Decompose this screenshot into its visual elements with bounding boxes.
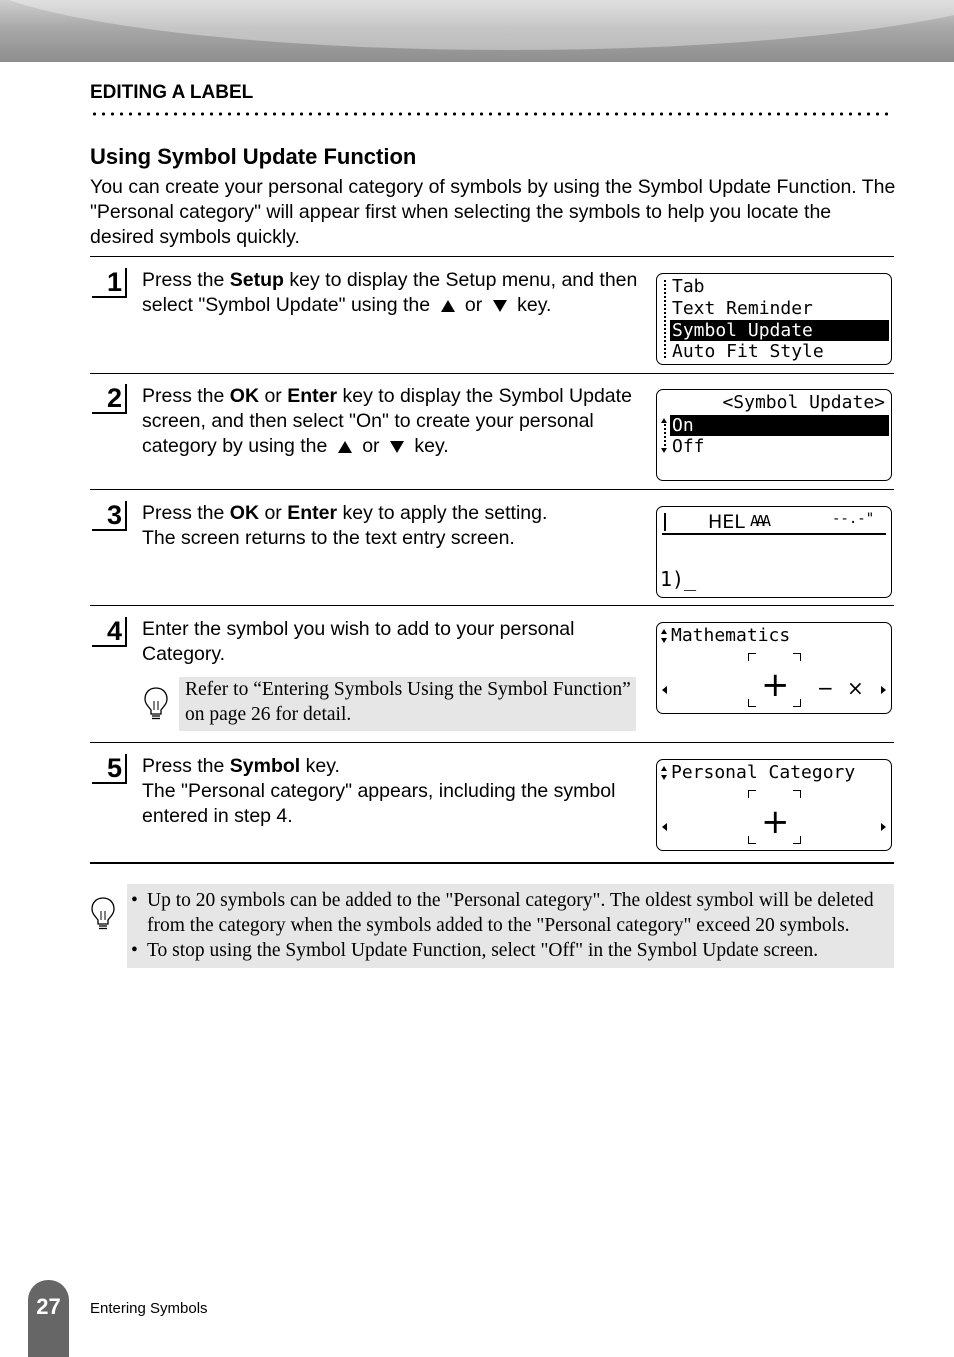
- step-text: Press the OK or Enter key to display the Symbol Update screen, and then select "On" to create your personal category by using the or key.: [142, 385, 632, 457]
- step-text: Press the OK or Enter key to apply the setting. The screen returns to the text entry screen.: [142, 502, 548, 549]
- divider: [90, 605, 894, 606]
- option-on-selected: On: [670, 415, 889, 436]
- up-arrow-icon: [661, 418, 667, 423]
- menu-item-selected: Symbol Update: [670, 320, 889, 341]
- status-bar: [662, 511, 886, 535]
- left-arrow-icon: [662, 686, 667, 694]
- right-arrow-icon: [881, 686, 886, 694]
- up-arrow-icon: [441, 300, 455, 312]
- font-indicator: HEL: [708, 511, 745, 533]
- tips-box: [127, 884, 894, 968]
- tip-item: • Up to 20 symbols can be added to the "Personal category". The oldest symbol will be deleted from the category when the symbols added to the "Personal category" exceed 20 symbols.: [131, 890, 874, 936]
- hint-note: Refer to “Entering Symbols Using the Symbol Function” on page 26 for detail.: [179, 677, 636, 731]
- chapter-title: Entering Symbols: [90, 1300, 208, 1317]
- divider: [90, 256, 894, 257]
- symbol-option: ×: [847, 676, 864, 700]
- left-arrow-icon: [662, 823, 667, 831]
- lcd-symbol-update: [656, 389, 892, 481]
- category-title: Mathematics: [671, 625, 791, 646]
- divider: [90, 373, 894, 374]
- scroll-indicator-icon: [664, 280, 666, 358]
- down-arrow-icon: [661, 448, 667, 453]
- up-arrow-icon: [661, 629, 667, 634]
- symbol-selected: +: [761, 802, 790, 842]
- step-number: 2: [92, 384, 127, 414]
- down-arrow-icon: [493, 300, 507, 312]
- step-text: Press the Symbol key. The "Personal category" appears, including the symbol entered in step 4.: [142, 755, 616, 827]
- right-arrow-icon: [881, 823, 886, 831]
- down-arrow-icon: [661, 775, 667, 780]
- lcd-text-entry: [656, 506, 892, 598]
- symbol-option: −: [817, 676, 834, 700]
- section-label: EDITING A LABEL: [90, 82, 254, 103]
- lcd-setup-menu: [656, 273, 892, 365]
- page-number-tab: 27: [28, 1280, 69, 1357]
- symbol-selected: +: [761, 665, 790, 705]
- step-number: 5: [92, 754, 127, 784]
- page-title: Using Symbol Update Function: [90, 144, 417, 169]
- lcd-title: <Symbol Update>: [722, 392, 885, 413]
- up-arrow-icon: [661, 766, 667, 771]
- tape-indicator: --.-": [832, 511, 875, 527]
- intro-paragraph: You can create your personal category of symbols by using the Symbol Update Function. The "Personal category" will appear first when selecting the symbols to help you locate the desired symbols quickly.: [90, 176, 896, 248]
- down-arrow-icon: [390, 441, 404, 453]
- step-text: Enter the symbol you wish to add to your personal Category.: [142, 618, 575, 665]
- step-number: 1: [92, 268, 127, 298]
- category-title: Personal Category: [671, 762, 856, 783]
- menu-item: Auto Fit Style: [672, 341, 824, 362]
- divider: [90, 862, 894, 864]
- step-text: Press the Setup key to display the Setup menu, and then select "Symbol Update" using the or key.: [142, 269, 638, 316]
- size-indicator-icon: AAA: [750, 512, 769, 530]
- menu-item: Tab: [672, 276, 705, 297]
- tip-item: • To stop using the Symbol Update Function, select "Off" in the Symbol Update screen.: [131, 940, 819, 961]
- step-number: 3: [92, 501, 127, 531]
- text-entry-line: 1)_: [660, 567, 697, 591]
- lcd-symbol-mathematics: [656, 622, 892, 714]
- menu-item: Text Reminder: [672, 298, 813, 319]
- step-number: 4: [92, 617, 127, 647]
- key-setup: Setup: [229, 269, 284, 291]
- down-arrow-icon: [661, 638, 667, 643]
- dotted-divider: [90, 111, 894, 117]
- divider: [90, 489, 894, 490]
- divider: [90, 742, 894, 743]
- option-off: Off: [672, 436, 705, 457]
- lcd-personal-category: [656, 759, 892, 851]
- hint-bulb-icon: [143, 686, 169, 722]
- up-arrow-icon: [338, 441, 352, 453]
- header-band: [0, 0, 954, 62]
- hint-bulb-icon: [90, 896, 116, 932]
